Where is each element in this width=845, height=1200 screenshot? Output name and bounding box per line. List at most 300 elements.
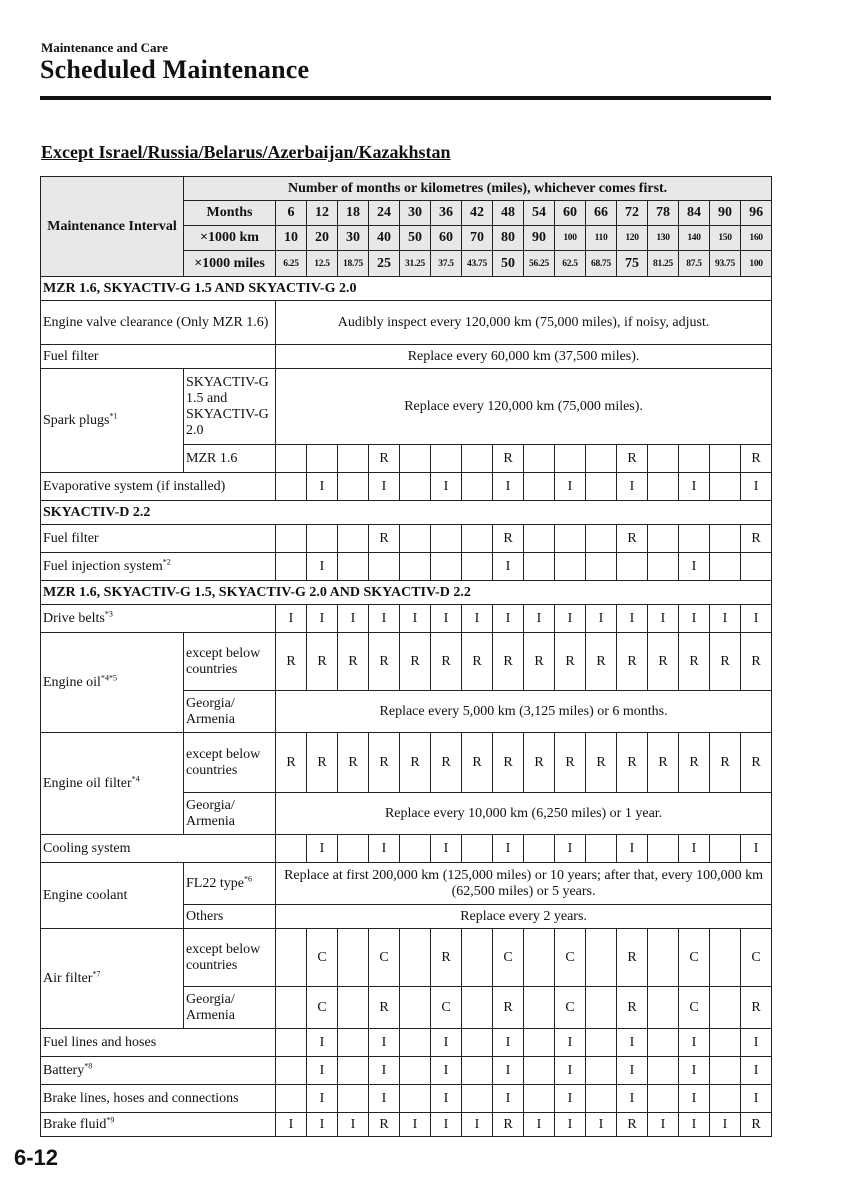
- months-value: 54: [524, 201, 555, 226]
- schedule-cell: R: [710, 733, 741, 793]
- schedule-cell: [524, 445, 555, 473]
- schedule-cell: R: [741, 445, 772, 473]
- schedule-cell: [307, 525, 338, 553]
- engine-section-header: SKYACTIV-D 2.2: [41, 501, 772, 525]
- schedule-cell: I: [369, 1029, 400, 1057]
- interval-note: Replace every 5,000 km (3,125 miles) or 6 months.: [276, 691, 772, 733]
- schedule-cell: I: [431, 605, 462, 633]
- schedule-cell: I: [493, 1085, 524, 1113]
- schedule-cell: I: [431, 1057, 462, 1085]
- schedule-cell: [586, 835, 617, 863]
- cell-label: Engine oil: [43, 674, 101, 690]
- km-value: 100: [555, 226, 586, 251]
- schedule-cell: [462, 525, 493, 553]
- miles-value: 31.25: [400, 251, 431, 277]
- schedule-cell: [369, 553, 400, 581]
- schedule-cell: I: [431, 835, 462, 863]
- schedule-cell: I: [679, 1085, 710, 1113]
- schedule-cell: [648, 987, 679, 1029]
- schedule-cell: [338, 1029, 369, 1057]
- schedule-cell: [524, 473, 555, 501]
- months-value: 66: [586, 201, 617, 226]
- schedule-cell: R: [431, 633, 462, 691]
- interval-header: Maintenance Interval: [41, 177, 184, 277]
- schedule-cell: [648, 445, 679, 473]
- miles-value: 87.5: [679, 251, 710, 277]
- interval-note: Replace every 10,000 km (6,250 miles) or 1 year.: [276, 793, 772, 835]
- table-row: [41, 369, 772, 445]
- schedule-cell: I: [462, 605, 493, 633]
- schedule-cell: R: [617, 445, 648, 473]
- item-label: [41, 605, 276, 633]
- schedule-cell: C: [679, 929, 710, 987]
- schedule-cell: I: [741, 605, 772, 633]
- miles-value: 6.25: [276, 251, 307, 277]
- schedule-cell: [586, 445, 617, 473]
- schedule-cell: [710, 445, 741, 473]
- schedule-cell: [524, 525, 555, 553]
- miles-value: 81.25: [648, 251, 679, 277]
- table-row: [41, 1057, 772, 1085]
- schedule-cell: I: [524, 605, 555, 633]
- interval-caption: Number of months or kilometres (miles), whichever comes first.: [184, 177, 772, 201]
- km-value: 130: [648, 226, 679, 251]
- schedule-cell: I: [679, 473, 710, 501]
- km-value: 60: [431, 226, 462, 251]
- schedule-cell: R: [555, 733, 586, 793]
- schedule-cell: [276, 835, 307, 863]
- months-value: 24: [369, 201, 400, 226]
- schedule-cell: I: [307, 835, 338, 863]
- km-value: 20: [307, 226, 338, 251]
- schedule-cell: [431, 525, 462, 553]
- table-subtitle: Except Israel/Russia/Belarus/Azerbaijan/Kazakhstan: [41, 142, 451, 162]
- schedule-cell: I: [307, 605, 338, 633]
- schedule-cell: [710, 1029, 741, 1057]
- miles-value: 62.5: [555, 251, 586, 277]
- schedule-cell: R: [679, 733, 710, 793]
- schedule-cell: I: [679, 1029, 710, 1057]
- schedule-cell: I: [369, 1085, 400, 1113]
- schedule-cell: [400, 1057, 431, 1085]
- schedule-cell: I: [741, 473, 772, 501]
- cell-label: Fuel injection system: [43, 558, 163, 574]
- schedule-cell: [462, 445, 493, 473]
- table-row: [41, 863, 772, 905]
- schedule-cell: [462, 553, 493, 581]
- schedule-cell: [710, 553, 741, 581]
- title-rule: [40, 96, 771, 100]
- table-row: [41, 301, 772, 345]
- schedule-cell: [338, 1085, 369, 1113]
- schedule-cell: C: [307, 987, 338, 1029]
- schedule-cell: I: [307, 1085, 338, 1113]
- schedule-cell: I: [555, 1113, 586, 1137]
- schedule-cell: [462, 1057, 493, 1085]
- schedule-cell: R: [741, 525, 772, 553]
- schedule-cell: [648, 929, 679, 987]
- schedule-cell: I: [493, 473, 524, 501]
- cell-label: Battery: [43, 1062, 85, 1078]
- schedule-cell: R: [369, 525, 400, 553]
- miles-value: 93.75: [710, 251, 741, 277]
- schedule-cell: [710, 987, 741, 1029]
- schedule-cell: I: [276, 1113, 307, 1137]
- schedule-cell: R: [586, 733, 617, 793]
- item-sublabel: SKYACTIV-G 1.5 and SKYACTIV-G 2.0: [184, 369, 276, 445]
- schedule-cell: I: [617, 1085, 648, 1113]
- km-value: 90: [524, 226, 555, 251]
- schedule-cell: R: [617, 987, 648, 1029]
- schedule-cell: I: [617, 1057, 648, 1085]
- schedule-cell: [710, 835, 741, 863]
- schedule-cell: [648, 525, 679, 553]
- item-sublabel: Georgia/ Armenia: [184, 793, 276, 835]
- table-row: [41, 733, 772, 793]
- schedule-cell: R: [493, 1113, 524, 1137]
- schedule-cell: [555, 445, 586, 473]
- schedule-cell: [400, 929, 431, 987]
- schedule-cell: R: [648, 733, 679, 793]
- schedule-cell: I: [307, 1029, 338, 1057]
- schedule-cell: C: [679, 987, 710, 1029]
- schedule-cell: I: [369, 835, 400, 863]
- table-row: [41, 1029, 772, 1057]
- interval-note: Replace every 120,000 km (75,000 miles).: [276, 369, 772, 445]
- schedule-cell: [586, 473, 617, 501]
- schedule-cell: R: [462, 733, 493, 793]
- schedule-cell: I: [555, 1029, 586, 1057]
- footnote-marker: *3: [104, 608, 113, 618]
- schedule-cell: [462, 1085, 493, 1113]
- table-row: [41, 277, 772, 301]
- cell-label: Engine oil filter: [43, 775, 132, 791]
- schedule-cell: [276, 987, 307, 1029]
- schedule-cell: [524, 553, 555, 581]
- km-value: 120: [617, 226, 648, 251]
- schedule-cell: I: [493, 1029, 524, 1057]
- schedule-cell: [710, 929, 741, 987]
- cell-label: Air filter: [43, 970, 93, 986]
- schedule-cell: I: [369, 605, 400, 633]
- schedule-cell: I: [369, 473, 400, 501]
- schedule-cell: I: [369, 1057, 400, 1085]
- schedule-cell: [400, 525, 431, 553]
- km-value: 10: [276, 226, 307, 251]
- miles-value: 25: [369, 251, 400, 277]
- schedule-cell: R: [493, 525, 524, 553]
- schedule-cell: I: [493, 1057, 524, 1085]
- schedule-cell: [617, 553, 648, 581]
- footnote-marker: *2: [162, 556, 171, 566]
- item-label: Cooling system: [41, 835, 276, 863]
- schedule-cell: C: [431, 987, 462, 1029]
- schedule-cell: [679, 525, 710, 553]
- page-number: 6-12: [14, 1145, 59, 1170]
- months-value: 42: [462, 201, 493, 226]
- miles-value: 68.75: [586, 251, 617, 277]
- schedule-cell: [462, 473, 493, 501]
- schedule-cell: I: [555, 605, 586, 633]
- maintenance-schedule-table: [40, 176, 772, 1137]
- months-value: 72: [617, 201, 648, 226]
- months-value: 84: [679, 201, 710, 226]
- item-sublabel: Others: [184, 905, 276, 929]
- months-value: 90: [710, 201, 741, 226]
- item-sublabel: except below countries: [184, 733, 276, 793]
- schedule-cell: [524, 1029, 555, 1057]
- schedule-cell: I: [307, 1113, 338, 1137]
- schedule-cell: R: [369, 633, 400, 691]
- schedule-cell: [338, 929, 369, 987]
- schedule-cell: R: [276, 733, 307, 793]
- schedule-cell: [710, 473, 741, 501]
- km-value: 140: [679, 226, 710, 251]
- page-title: Scheduled Maintenance: [40, 55, 310, 84]
- schedule-cell: C: [741, 929, 772, 987]
- table-row: [41, 501, 772, 525]
- km-value: 30: [338, 226, 369, 251]
- schedule-cell: R: [307, 633, 338, 691]
- schedule-cell: [524, 929, 555, 987]
- km-value: 70: [462, 226, 493, 251]
- months-value: 18: [338, 201, 369, 226]
- interval-note: Audibly inspect every 120,000 km (75,000 miles), if noisy, adjust.: [276, 301, 772, 345]
- item-label: Engine coolant: [41, 863, 184, 929]
- schedule-cell: R: [276, 633, 307, 691]
- schedule-cell: I: [431, 1113, 462, 1137]
- schedule-cell: [586, 929, 617, 987]
- schedule-cell: I: [617, 1029, 648, 1057]
- miles-label: ×1000 miles: [184, 251, 276, 277]
- item-label: Fuel filter: [41, 525, 276, 553]
- km-value: 40: [369, 226, 400, 251]
- km-label: ×1000 km: [184, 226, 276, 251]
- table-row: [41, 605, 772, 633]
- schedule-cell: [586, 553, 617, 581]
- schedule-cell: C: [555, 987, 586, 1029]
- months-value: 96: [741, 201, 772, 226]
- schedule-cell: I: [493, 605, 524, 633]
- footnote-marker: *1: [109, 410, 118, 420]
- item-label: [41, 1113, 276, 1137]
- schedule-cell: R: [710, 633, 741, 691]
- item-label: [41, 733, 184, 835]
- schedule-cell: I: [741, 835, 772, 863]
- km-value: 80: [493, 226, 524, 251]
- schedule-cell: R: [431, 733, 462, 793]
- schedule-cell: [400, 1029, 431, 1057]
- miles-value: 50: [493, 251, 524, 277]
- item-sublabel: Georgia/ Armenia: [184, 691, 276, 733]
- schedule-cell: R: [338, 733, 369, 793]
- schedule-cell: R: [648, 633, 679, 691]
- schedule-cell: [586, 1085, 617, 1113]
- schedule-cell: [586, 1029, 617, 1057]
- schedule-cell: I: [555, 1085, 586, 1113]
- months-value: 60: [555, 201, 586, 226]
- schedule-cell: I: [431, 1029, 462, 1057]
- schedule-cell: R: [307, 733, 338, 793]
- schedule-cell: [338, 525, 369, 553]
- schedule-cell: I: [679, 605, 710, 633]
- schedule-cell: [431, 553, 462, 581]
- schedule-cell: [338, 553, 369, 581]
- schedule-cell: [741, 553, 772, 581]
- schedule-cell: R: [617, 1113, 648, 1137]
- months-value: 36: [431, 201, 462, 226]
- schedule-cell: [555, 553, 586, 581]
- table-row: [41, 1113, 772, 1137]
- schedule-cell: R: [524, 733, 555, 793]
- footnote-marker: *6: [243, 873, 252, 883]
- schedule-cell: R: [462, 633, 493, 691]
- schedule-cell: I: [524, 1113, 555, 1137]
- interval-note: Replace at first 200,000 km (125,000 miles) or 10 years; after that, every 100,000 km (62,500 miles) or 5 years.: [276, 863, 772, 905]
- schedule-cell: R: [400, 633, 431, 691]
- schedule-cell: [524, 987, 555, 1029]
- schedule-cell: I: [555, 835, 586, 863]
- schedule-cell: I: [586, 1113, 617, 1137]
- schedule-cell: [586, 987, 617, 1029]
- schedule-cell: [462, 1029, 493, 1057]
- schedule-cell: R: [493, 987, 524, 1029]
- schedule-cell: R: [617, 929, 648, 987]
- item-label: [41, 553, 276, 581]
- months-value: 48: [493, 201, 524, 226]
- schedule-cell: [400, 445, 431, 473]
- cell-label: Spark plugs: [43, 412, 110, 428]
- schedule-cell: I: [741, 1085, 772, 1113]
- item-sublabel: except below countries: [184, 929, 276, 987]
- schedule-cell: I: [617, 473, 648, 501]
- schedule-cell: [462, 929, 493, 987]
- schedule-cell: I: [462, 1113, 493, 1137]
- table-row: [41, 345, 772, 369]
- item-sublabel: except below countries: [184, 633, 276, 691]
- schedule-cell: [276, 929, 307, 987]
- schedule-cell: [276, 553, 307, 581]
- schedule-cell: R: [741, 987, 772, 1029]
- schedule-cell: [524, 835, 555, 863]
- table-row: [41, 525, 772, 553]
- cell-label: FL22 type: [186, 875, 244, 891]
- schedule-cell: R: [369, 987, 400, 1029]
- schedule-cell: [710, 1057, 741, 1085]
- km-value: 150: [710, 226, 741, 251]
- table-row: [41, 553, 772, 581]
- schedule-cell: R: [369, 445, 400, 473]
- schedule-cell: C: [555, 929, 586, 987]
- schedule-cell: I: [338, 1113, 369, 1137]
- schedule-cell: R: [679, 633, 710, 691]
- footnote-marker: *9: [106, 1114, 115, 1124]
- schedule-cell: I: [586, 605, 617, 633]
- schedule-cell: I: [741, 1029, 772, 1057]
- engine-section-header: MZR 1.6, SKYACTIV-G 1.5, SKYACTIV-G 2.0 AND SKYACTIV-D 2.2: [41, 581, 772, 605]
- schedule-cell: I: [741, 1057, 772, 1085]
- schedule-cell: [276, 445, 307, 473]
- schedule-cell: [400, 473, 431, 501]
- schedule-cell: I: [617, 835, 648, 863]
- item-label: [41, 369, 184, 473]
- schedule-cell: I: [400, 605, 431, 633]
- schedule-cell: I: [555, 1057, 586, 1085]
- schedule-cell: [276, 525, 307, 553]
- schedule-cell: [338, 1057, 369, 1085]
- schedule-cell: R: [617, 525, 648, 553]
- km-value: 110: [586, 226, 617, 251]
- footnote-marker: *8: [84, 1060, 93, 1070]
- item-sublabel: MZR 1.6: [184, 445, 276, 473]
- schedule-cell: R: [524, 633, 555, 691]
- miles-value: 56.25: [524, 251, 555, 277]
- schedule-cell: R: [493, 633, 524, 691]
- item-sublabel: [184, 863, 276, 905]
- item-label: Fuel filter: [41, 345, 276, 369]
- schedule-cell: [400, 553, 431, 581]
- item-label: Brake lines, hoses and connections: [41, 1085, 276, 1113]
- schedule-cell: I: [307, 553, 338, 581]
- schedule-cell: I: [431, 473, 462, 501]
- schedule-cell: [338, 987, 369, 1029]
- schedule-cell: [276, 1057, 307, 1085]
- interval-note: Replace every 2 years.: [276, 905, 772, 929]
- section-label: Maintenance and Care: [41, 40, 168, 55]
- km-value: 160: [741, 226, 772, 251]
- item-label: [41, 633, 184, 733]
- schedule-cell: [648, 1029, 679, 1057]
- schedule-cell: I: [648, 605, 679, 633]
- schedule-cell: [338, 445, 369, 473]
- schedule-cell: [462, 835, 493, 863]
- schedule-cell: [586, 1057, 617, 1085]
- item-label: [41, 929, 184, 1029]
- schedule-cell: [400, 987, 431, 1029]
- item-sublabel: Georgia/ Armenia: [184, 987, 276, 1029]
- schedule-cell: R: [369, 1113, 400, 1137]
- schedule-cell: I: [555, 473, 586, 501]
- schedule-cell: I: [338, 605, 369, 633]
- schedule-cell: I: [710, 1113, 741, 1137]
- footnote-marker: *4*5: [100, 672, 117, 682]
- schedule-cell: [338, 835, 369, 863]
- footnote-marker: *4: [131, 773, 140, 783]
- schedule-cell: [276, 473, 307, 501]
- schedule-cell: [524, 1057, 555, 1085]
- schedule-cell: [338, 473, 369, 501]
- cell-label: Drive belts: [43, 610, 105, 626]
- schedule-cell: [710, 1085, 741, 1113]
- schedule-cell: I: [679, 1057, 710, 1085]
- schedule-cell: [431, 445, 462, 473]
- schedule-cell: I: [617, 605, 648, 633]
- schedule-cell: C: [369, 929, 400, 987]
- miles-value: 12.5: [307, 251, 338, 277]
- miles-value: 100: [741, 251, 772, 277]
- item-label: Engine valve clearance (Only MZR 1.6): [41, 301, 276, 345]
- schedule-cell: I: [307, 473, 338, 501]
- miles-value: 43.75: [462, 251, 493, 277]
- schedule-cell: [276, 1085, 307, 1113]
- schedule-cell: R: [493, 445, 524, 473]
- months-label: Months: [184, 201, 276, 226]
- schedule-cell: [648, 1057, 679, 1085]
- schedule-cell: I: [679, 835, 710, 863]
- schedule-cell: C: [307, 929, 338, 987]
- schedule-cell: [307, 445, 338, 473]
- schedule-cell: R: [617, 733, 648, 793]
